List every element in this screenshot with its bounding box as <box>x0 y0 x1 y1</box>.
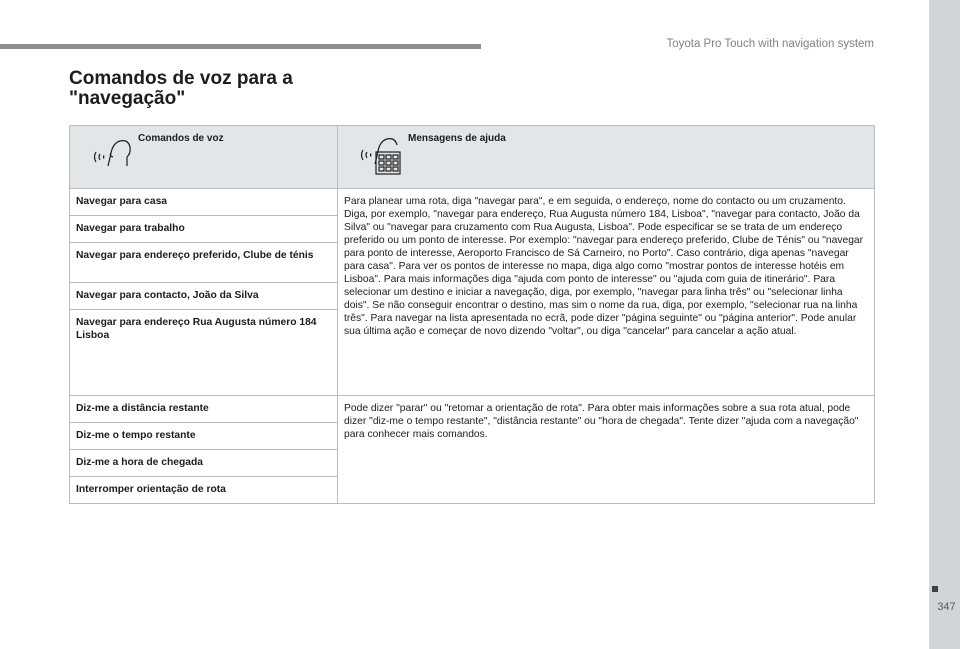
page-number: 347 <box>937 601 956 613</box>
table-row <box>70 189 875 216</box>
bullet-marker <box>932 586 938 592</box>
col-header-help <box>338 126 875 189</box>
help-messages-icon <box>360 136 404 176</box>
col-header-help-label: Mensagens de ajuda <box>408 133 506 144</box>
command-cell: Diz-me o tempo restante <box>70 423 338 450</box>
command-cell: Navegar para casa <box>70 189 338 216</box>
table-header-row <box>70 126 875 189</box>
col-header-commands <box>70 126 338 189</box>
command-cell: Navegar para endereço preferido, Clube de ténis <box>70 243 338 283</box>
header-rule <box>0 44 481 49</box>
table-row <box>70 396 875 423</box>
header-title: Toyota Pro Touch with navigation system <box>666 38 874 50</box>
voice-commands-table <box>69 125 875 504</box>
side-strip <box>929 0 960 649</box>
help-cell: Pode dizer "parar" ou "retomar a orientação de rota". Para obter mais informações sobre a sua rota atual, pode dizer "diz-me o tempo restante", "distância restante" ou "hora de chegada". Tente dizer "ajuda com a navegação" para conhecer mais comandos. <box>338 396 875 504</box>
command-cell: Navegar para endereço Rua Augusta número 184 Lisboa <box>70 310 338 396</box>
command-cell: Navegar para trabalho <box>70 216 338 243</box>
page-title: Comandos de voz para a "navegação" <box>69 68 293 109</box>
command-cell: Navegar para contacto, João da Silva <box>70 283 338 310</box>
command-cell: Diz-me a hora de chegada <box>70 450 338 477</box>
help-cell: Para planear uma rota, diga "navegar para", e em seguida, o endereço, nome do contacto ou um cruzamento. Diga, por exemplo, "navegar para endereço, Rua Augusta número 184, Lisboa", "navegar para contacto, João da Silva" ou "navegar para cruzamento com Rua Augusta, Lisboa". Pode especificar se se trata de um endereço preferido ou um ponto de interesse. Por exemplo: "navegar para endereço preferido, Clube de Ténis" ou "navegar para ponto de interesse, Aeroporto Francisco de Sá Carneiro, no Porto". Caso contrário, diga apenas "navegar para casa". Para ver os pontos de interesse no mapa, diga algo como "mostrar pontos de interesse hotéis em Lisboa". Para mais informações diga "ajuda com ponto de interesse" ou "ajuda com guia de itinerário". Para selecionar um destino e iniciar a navegação, diga, por exemplo, "navegar para linha três" ou "selecionar linha dois". Se não conseguir encontrar o destino, mas sim o nome da rua, diga, por exemplo, "selecionar rua na linha três". Para navegar na lista apresentada no ecrã, pode dizer "página seguinte" ou "página anterior". Pode anular sua última ação e começar de novo dizendo "voltar", ou diga "cancelar" para cancelar a ação atual. <box>338 189 875 396</box>
command-cell: Diz-me a distância restante <box>70 396 338 423</box>
voice-command-icon <box>92 136 134 170</box>
col-header-commands-label: Comandos de voz <box>138 133 224 144</box>
command-cell: Interromper orientação de rota <box>70 477 338 504</box>
